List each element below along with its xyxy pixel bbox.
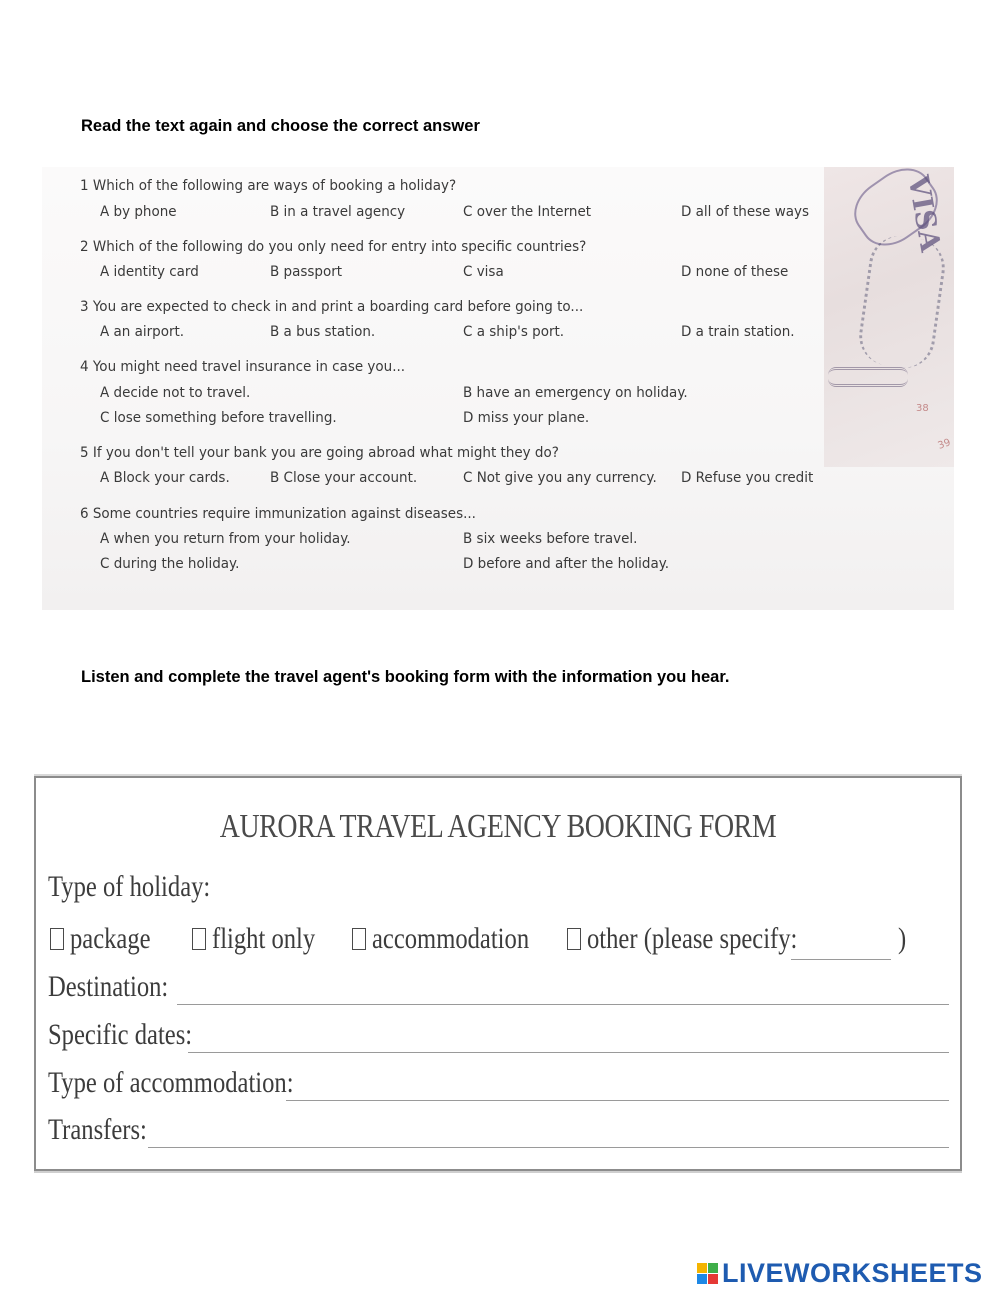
option[interactable]: A an airport. [100,324,185,340]
close-paren: ) [898,922,907,955]
option[interactable]: A identity card [100,264,199,280]
checkbox-icon[interactable] [192,928,206,950]
checkbox-label: package [70,922,151,955]
option[interactable]: A decide not to travel. [100,385,251,401]
option[interactable]: D miss your plane. [463,410,590,426]
option[interactable]: C during the holiday. [100,556,240,572]
logo-square-icon [697,1263,707,1273]
listening-instruction: Listen and complete the travel agent's booking form with the information you hear. [81,668,730,686]
other-specify-field[interactable] [791,959,891,960]
destination-label: Destination: [48,970,169,1003]
reading-instruction: Read the text again and choose the correct answer [81,117,480,135]
chain-pattern-decoration [828,367,908,387]
option[interactable]: C visa [463,264,504,280]
passport-page-number: 39 [936,437,953,452]
visa-stamp-text: VISA [901,172,948,255]
logo-square-icon [697,1274,707,1284]
checkbox-label: accommodation [372,922,530,955]
option[interactable]: D a train station. [681,324,795,340]
accommodation-type-label: Type of accommodation: [48,1066,294,1099]
specific-dates-field[interactable] [188,1052,949,1053]
checkbox-label: flight only [212,922,316,955]
option[interactable]: C a ship's port. [463,324,565,340]
option[interactable]: D before and after the holiday. [463,556,670,572]
option[interactable]: D all of these ways [681,204,810,220]
option[interactable]: C Not give you any currency. [463,470,657,486]
transfers-label: Transfers: [48,1113,147,1146]
passport-page-number: 38 [916,403,929,414]
option[interactable]: A Block your cards. [100,470,230,486]
option[interactable]: A when you return from your holiday. [100,531,351,547]
accommodation-checkbox[interactable] [352,922,564,956]
question-4: 4 You might need travel insurance in case you... [80,359,406,375]
destination-field[interactable] [177,1004,949,1005]
quiz-image [42,167,954,610]
accommodation-type-field[interactable] [286,1100,949,1101]
option[interactable]: C over the Internet [463,204,592,220]
question-2: 2 Which of the following do you only need for entry into specific countries? [80,239,587,255]
specific-dates-label: Specific dates: [48,1018,193,1051]
transfers-field[interactable] [148,1147,949,1148]
logo-square-icon [708,1274,718,1284]
option[interactable]: B have an emergency on holiday. [463,385,688,401]
logo-square-icon [708,1263,718,1273]
checkbox-label: other (please specify: [587,922,798,955]
type-of-holiday-label: Type of holiday: [48,870,211,903]
checkbox-icon[interactable] [352,928,366,950]
checkbox-icon[interactable] [50,928,64,950]
handwriting-decoration [855,232,948,371]
logo-grid-icon [697,1263,718,1284]
form-title: AURORA TRAVEL AGENCY BOOKING FORM [219,808,777,845]
question-5: 5 If you don't tell your bank you are going abroad what might they do? [80,445,559,461]
checkbox-icon[interactable] [567,928,581,950]
option[interactable]: B passport [270,264,343,280]
booking-form [34,776,962,1171]
option[interactable]: B a bus station. [270,324,376,340]
passport-visa-image [824,167,954,467]
option[interactable]: B in a travel agency [270,204,406,220]
question-1: 1 Which of the following are ways of booking a holiday? [80,178,457,194]
package-checkbox[interactable] [50,922,168,956]
option[interactable]: D none of these [681,264,789,280]
flight-only-checkbox[interactable] [192,922,338,956]
option[interactable]: A by phone [100,204,177,220]
option[interactable]: B six weeks before travel. [463,531,638,547]
question-3: 3 You are expected to check in and print a boarding card before going to... [80,299,584,315]
other-checkbox[interactable] [567,922,844,956]
option[interactable]: C lose something before travelling. [100,410,337,426]
option[interactable]: D Refuse you credit [681,470,814,486]
question-6: 6 Some countries require immunization against diseases... [80,506,476,522]
logo-text: LIVEWORKSHEETS [722,1258,983,1288]
liveworksheets-logo [697,1258,983,1289]
option[interactable]: B Close your account. [270,470,418,486]
